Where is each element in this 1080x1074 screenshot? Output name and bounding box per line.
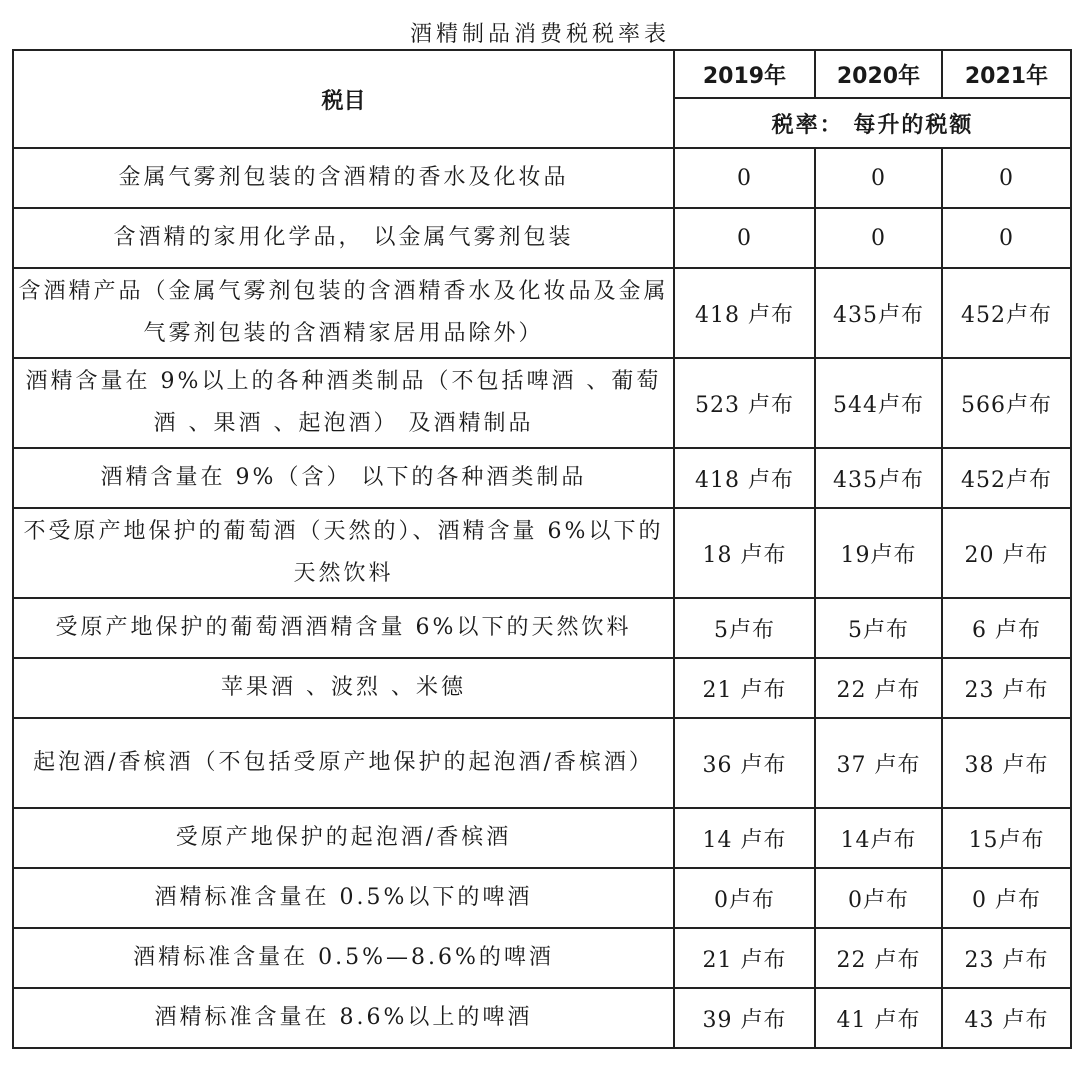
row-value-2019: 18 卢布	[674, 508, 815, 598]
table-row	[13, 358, 1071, 448]
table-row	[13, 658, 1071, 718]
row-item: 酒精标准含量在 0.5%—8.6%的啤酒	[13, 928, 674, 988]
row-value-2021: 23 卢布	[942, 658, 1071, 718]
row-value-2020: 0	[815, 208, 942, 268]
row-value-2019: 418 卢布	[674, 268, 815, 358]
row-item: 酒精含量在 9%（含） 以下的各种酒类制品	[13, 448, 674, 508]
row-value-2019: 418 卢布	[674, 448, 815, 508]
row-value-2021: 452卢布	[942, 448, 1071, 508]
header-year-2021: 2021年	[942, 50, 1071, 98]
row-value-2020: 22 卢布	[815, 658, 942, 718]
row-value-2020: 37 卢布	[815, 718, 942, 808]
row-value-2021: 452卢布	[942, 268, 1071, 358]
row-value-2021: 0	[942, 148, 1071, 208]
row-value-2019: 0卢布	[674, 868, 815, 928]
row-item: 酒精标准含量在 0.5%以下的啤酒	[13, 868, 674, 928]
header-item: 税目	[13, 50, 674, 148]
header-year-2019: 2019年	[674, 50, 815, 98]
row-value-2020: 435卢布	[815, 448, 942, 508]
row-value-2021: 6 卢布	[942, 598, 1071, 658]
row-value-2019: 0	[674, 208, 815, 268]
row-item: 苹果酒 、波烈 、米德	[13, 658, 674, 718]
row-item: 受原产地保护的葡萄酒酒精含量 6%以下的天然饮料	[13, 598, 674, 658]
header-row-years	[13, 50, 1071, 98]
row-value-2020: 0卢布	[815, 868, 942, 928]
table-row	[13, 148, 1071, 208]
table-row	[13, 208, 1071, 268]
row-value-2019: 523 卢布	[674, 358, 815, 448]
row-value-2020: 0	[815, 148, 942, 208]
table-row	[13, 868, 1071, 928]
row-value-2021: 23 卢布	[942, 928, 1071, 988]
header-year-2020: 2020年	[815, 50, 942, 98]
table-row	[13, 448, 1071, 508]
table-row	[13, 718, 1071, 808]
row-item: 不受原产地保护的葡萄酒（天然的）、酒精含量 6%以下的天然饮料	[13, 508, 674, 598]
row-value-2019: 36 卢布	[674, 718, 815, 808]
row-value-2019: 14 卢布	[674, 808, 815, 868]
header-rate-unit: 税率： 每升的税额	[674, 98, 1071, 148]
row-value-2020: 19卢布	[815, 508, 942, 598]
row-value-2021: 566卢布	[942, 358, 1071, 448]
row-value-2019: 5卢布	[674, 598, 815, 658]
row-value-2020: 14卢布	[815, 808, 942, 868]
table-row	[13, 808, 1071, 868]
row-value-2020: 544卢布	[815, 358, 942, 448]
row-item: 起泡酒/香槟酒（不包括受原产地保护的起泡酒/香槟酒）	[13, 718, 674, 808]
tax-rate-table	[12, 49, 1072, 1049]
row-value-2021: 15卢布	[942, 808, 1071, 868]
row-value-2019: 21 卢布	[674, 658, 815, 718]
row-item: 金属气雾剂包装的含酒精的香水及化妆品	[13, 148, 674, 208]
row-item: 受原产地保护的起泡酒/香槟酒	[13, 808, 674, 868]
row-item: 酒精含量在 9%以上的各种酒类制品（不包括啤酒 、葡萄酒 、果酒 、起泡酒） 及酒精制品	[13, 358, 674, 448]
table-row	[13, 598, 1071, 658]
row-value-2019: 21 卢布	[674, 928, 815, 988]
row-value-2019: 0	[674, 148, 815, 208]
row-value-2020: 435卢布	[815, 268, 942, 358]
row-item: 酒精标准含量在 8.6%以上的啤酒	[13, 988, 674, 1048]
row-value-2020: 41 卢布	[815, 988, 942, 1048]
row-value-2021: 0	[942, 208, 1071, 268]
table-row	[13, 928, 1071, 988]
table-row	[13, 508, 1071, 598]
row-value-2021: 38 卢布	[942, 718, 1071, 808]
row-value-2020: 22 卢布	[815, 928, 942, 988]
table-row	[13, 268, 1071, 358]
row-item: 含酒精产品（金属气雾剂包装的含酒精香水及化妆品及金属气雾剂包装的含酒精家居用品除外）	[13, 268, 674, 358]
row-value-2021: 0 卢布	[942, 868, 1071, 928]
table-title: 酒精制品消费税税率表	[409, 22, 670, 47]
row-value-2020: 5卢布	[815, 598, 942, 658]
row-value-2019: 39 卢布	[674, 988, 815, 1048]
row-value-2021: 20 卢布	[942, 508, 1071, 598]
row-value-2021: 43 卢布	[942, 988, 1071, 1048]
row-item: 含酒精的家用化学品， 以金属气雾剂包装	[13, 208, 674, 268]
table-row	[13, 988, 1071, 1048]
